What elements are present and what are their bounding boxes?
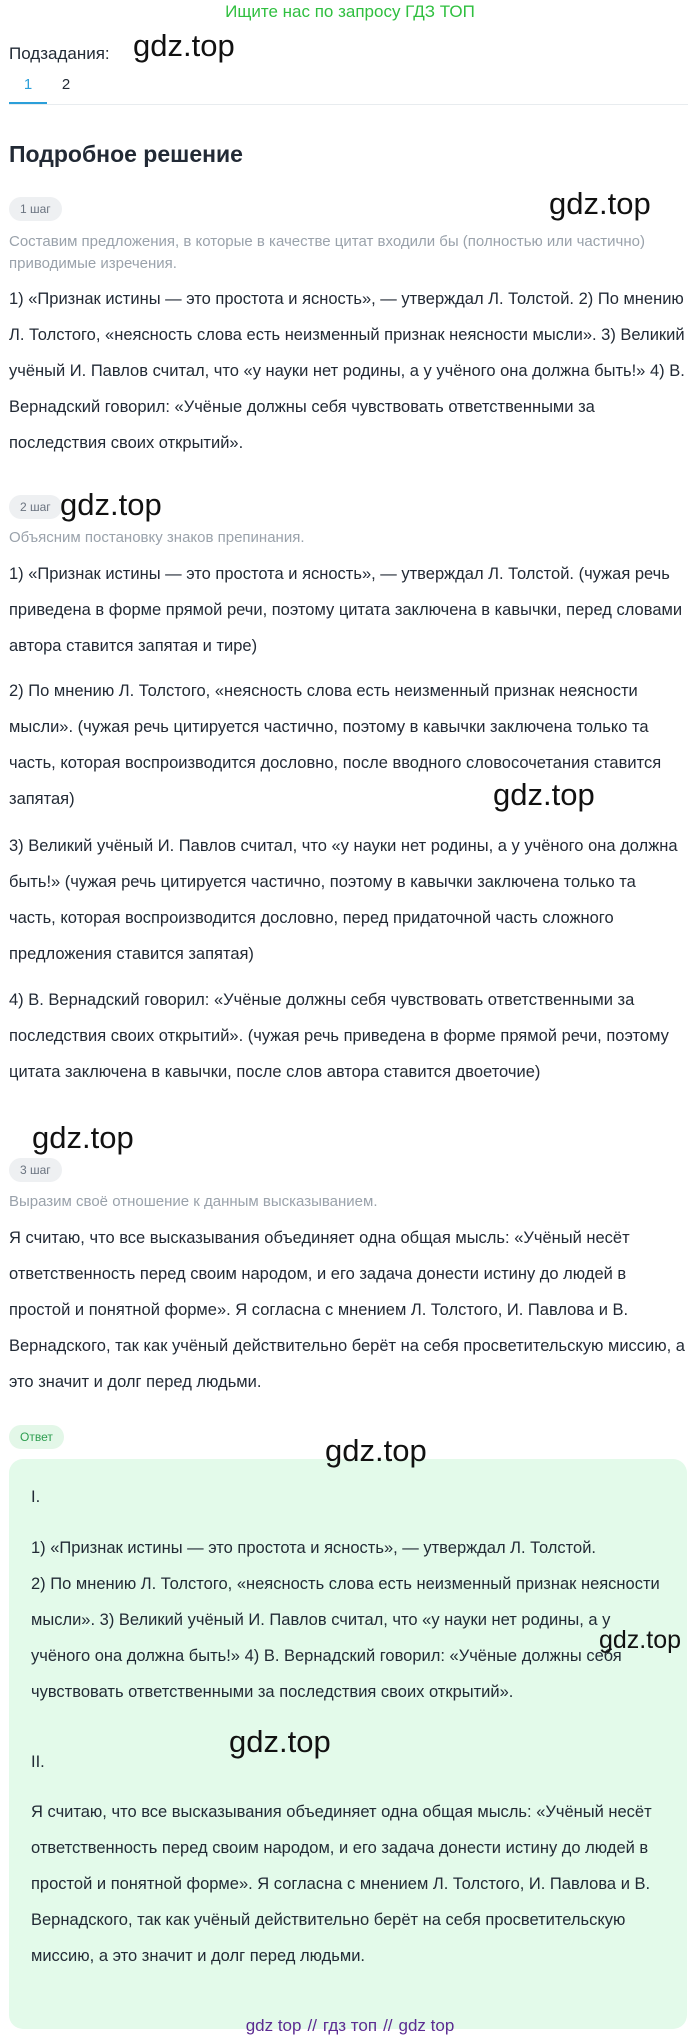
step-2-text-4: 4) В. Вернадский говорил: «Учёные должны себя чувствовать ответственными за последствия своих открытий». (чужая речь приведена в форме прямой речи, поэтому цитата заключена в кавычки, после слов автора ставится двоеточие): [9, 991, 669, 1081]
watermark: gdz.top: [549, 186, 651, 221]
step-badge-3: 3 шаг: [9, 1158, 62, 1182]
step-desc-2: Объясним постановку знаков препинания.: [9, 529, 305, 546]
solution-title: Подробное решение: [9, 141, 243, 167]
watermark: gdz.top: [60, 487, 162, 522]
subtasks-label: Подзадания:: [9, 44, 110, 63]
watermark: gdz.top: [32, 1120, 134, 1155]
step-2-text-2: 2) По мнению Л. Толстого, «неясность слова есть неизменный признак неясности мысли». (чужая речь цитируется частично, поэтому в кавычки заключена только та часть, которая воспроизводится дословно, после вводного словосочетания ставится запятая): [9, 682, 662, 808]
step-desc-1: Составим предложения, в которые в качестве цитат входили бы (полностью или частично) приводимые изречения.: [9, 233, 645, 272]
answer-part-1-text: 2) По мнению Л. Толстого, «неясность слова есть неизменный признак неясности мысли». 3) Великий учёный И. Павлов считал, что «у науки нет родины, а у учёного она должна быть!» 4) В. Вернадский говорил: «Учёные должны себя чувствовать ответственными за последствия своих открытий».: [31, 1575, 660, 1701]
tab-subtask-2[interactable]: 2: [61, 76, 71, 93]
footer-separator: //: [383, 2016, 393, 2035]
step-3-text: Я считаю, что все высказывания объединяет одна общая мысль: «Учёный несёт ответственность перед своим народом, и его задача донести истину до людей в простой и понятной форме». Я согласна с мнением Л. Толстого, И. Павлова и В. Вернадского, так как учёный действительно берёт на себя просветительскую миссию, а это значит и долг перед людьми.: [9, 1229, 685, 1391]
tabs-divider: [9, 104, 688, 105]
answer-part-1-label: I.: [31, 1488, 41, 1506]
footer-link-gdz-top-ru[interactable]: гдз топ: [322, 2016, 378, 2035]
answer-badge: Ответ: [9, 1425, 64, 1449]
answer-box: [9, 1459, 687, 2029]
search-promo-banner: Ищите нас по запросу ГДЗ ТОП: [225, 2, 475, 21]
step-badge-2: 2 шаг: [9, 495, 62, 519]
footer-separator: //: [307, 2016, 317, 2035]
watermark: gdz.top: [133, 28, 235, 63]
step-1-text: 1) «Признак истины — это простота и ясность», — утверждал Л. Толстой. 2) По мнению Л. Толстого, «неясность слова есть неизменный признак неясности мысли». 3) Великий учёный И. Павлов считал, что «у науки нет родины, а у учёного она должна быть!» 4) В. Вернадский говорил: «Учёные должны себя чувствовать ответственными за последствия своих открытий».: [9, 290, 685, 452]
watermark: gdz.top: [493, 777, 595, 812]
step-desc-3: Выразим своё отношение к данным высказыванием.: [9, 1193, 378, 1210]
answer-part-1-line-1: 1) «Признак истины — это простота и ясность», — утверждал Л. Толстой.: [31, 1539, 596, 1557]
footer-link-gdz-top[interactable]: gdz top: [245, 2016, 302, 2035]
watermark: gdz.top: [229, 1724, 331, 1759]
subtasks-header: [9, 44, 110, 64]
watermark: gdz.top: [325, 1433, 427, 1468]
step-2-text-1: 1) «Признак истины — это простота и ясность», — утверждал Л. Толстой. (чужая речь приведена в форме прямой речи, поэтому цитата заключена в кавычки, перед словами автора ставится запятая и тире): [9, 565, 683, 655]
watermark: gdz.top: [599, 1626, 682, 1654]
step-badge-1: 1 шаг: [9, 197, 62, 221]
tab-subtask-1[interactable]: 1: [9, 76, 47, 104]
step-2-text-3: 3) Великий учёный И. Павлов считал, что «у науки нет родины, а у учёного она должна быть!» (чужая речь цитируется частично, поэтому в кавычки заключена только та часть, которая воспроизводится дословно, перед придаточной часть сложного предложения ставится запятая): [9, 837, 678, 963]
footer-links: [0, 2016, 700, 2036]
answer-part-2-text: Я считаю, что все высказывания объединяет одна общая мысль: «Учёный несёт ответственность перед своим народом, и его задача донести истину до людей в простой и понятной форме». Я согласна с мнением Л. Толстого, И. Павлова и В. Вернадского, так как учёный действительно берёт на себя просветительскую миссию, а это значит и долг перед людьми.: [31, 1803, 652, 1965]
subtask-tabs: [9, 76, 85, 104]
answer-part-2-label: II.: [31, 1753, 45, 1771]
footer-link-gdz-top-2[interactable]: gdz top: [398, 2016, 455, 2035]
